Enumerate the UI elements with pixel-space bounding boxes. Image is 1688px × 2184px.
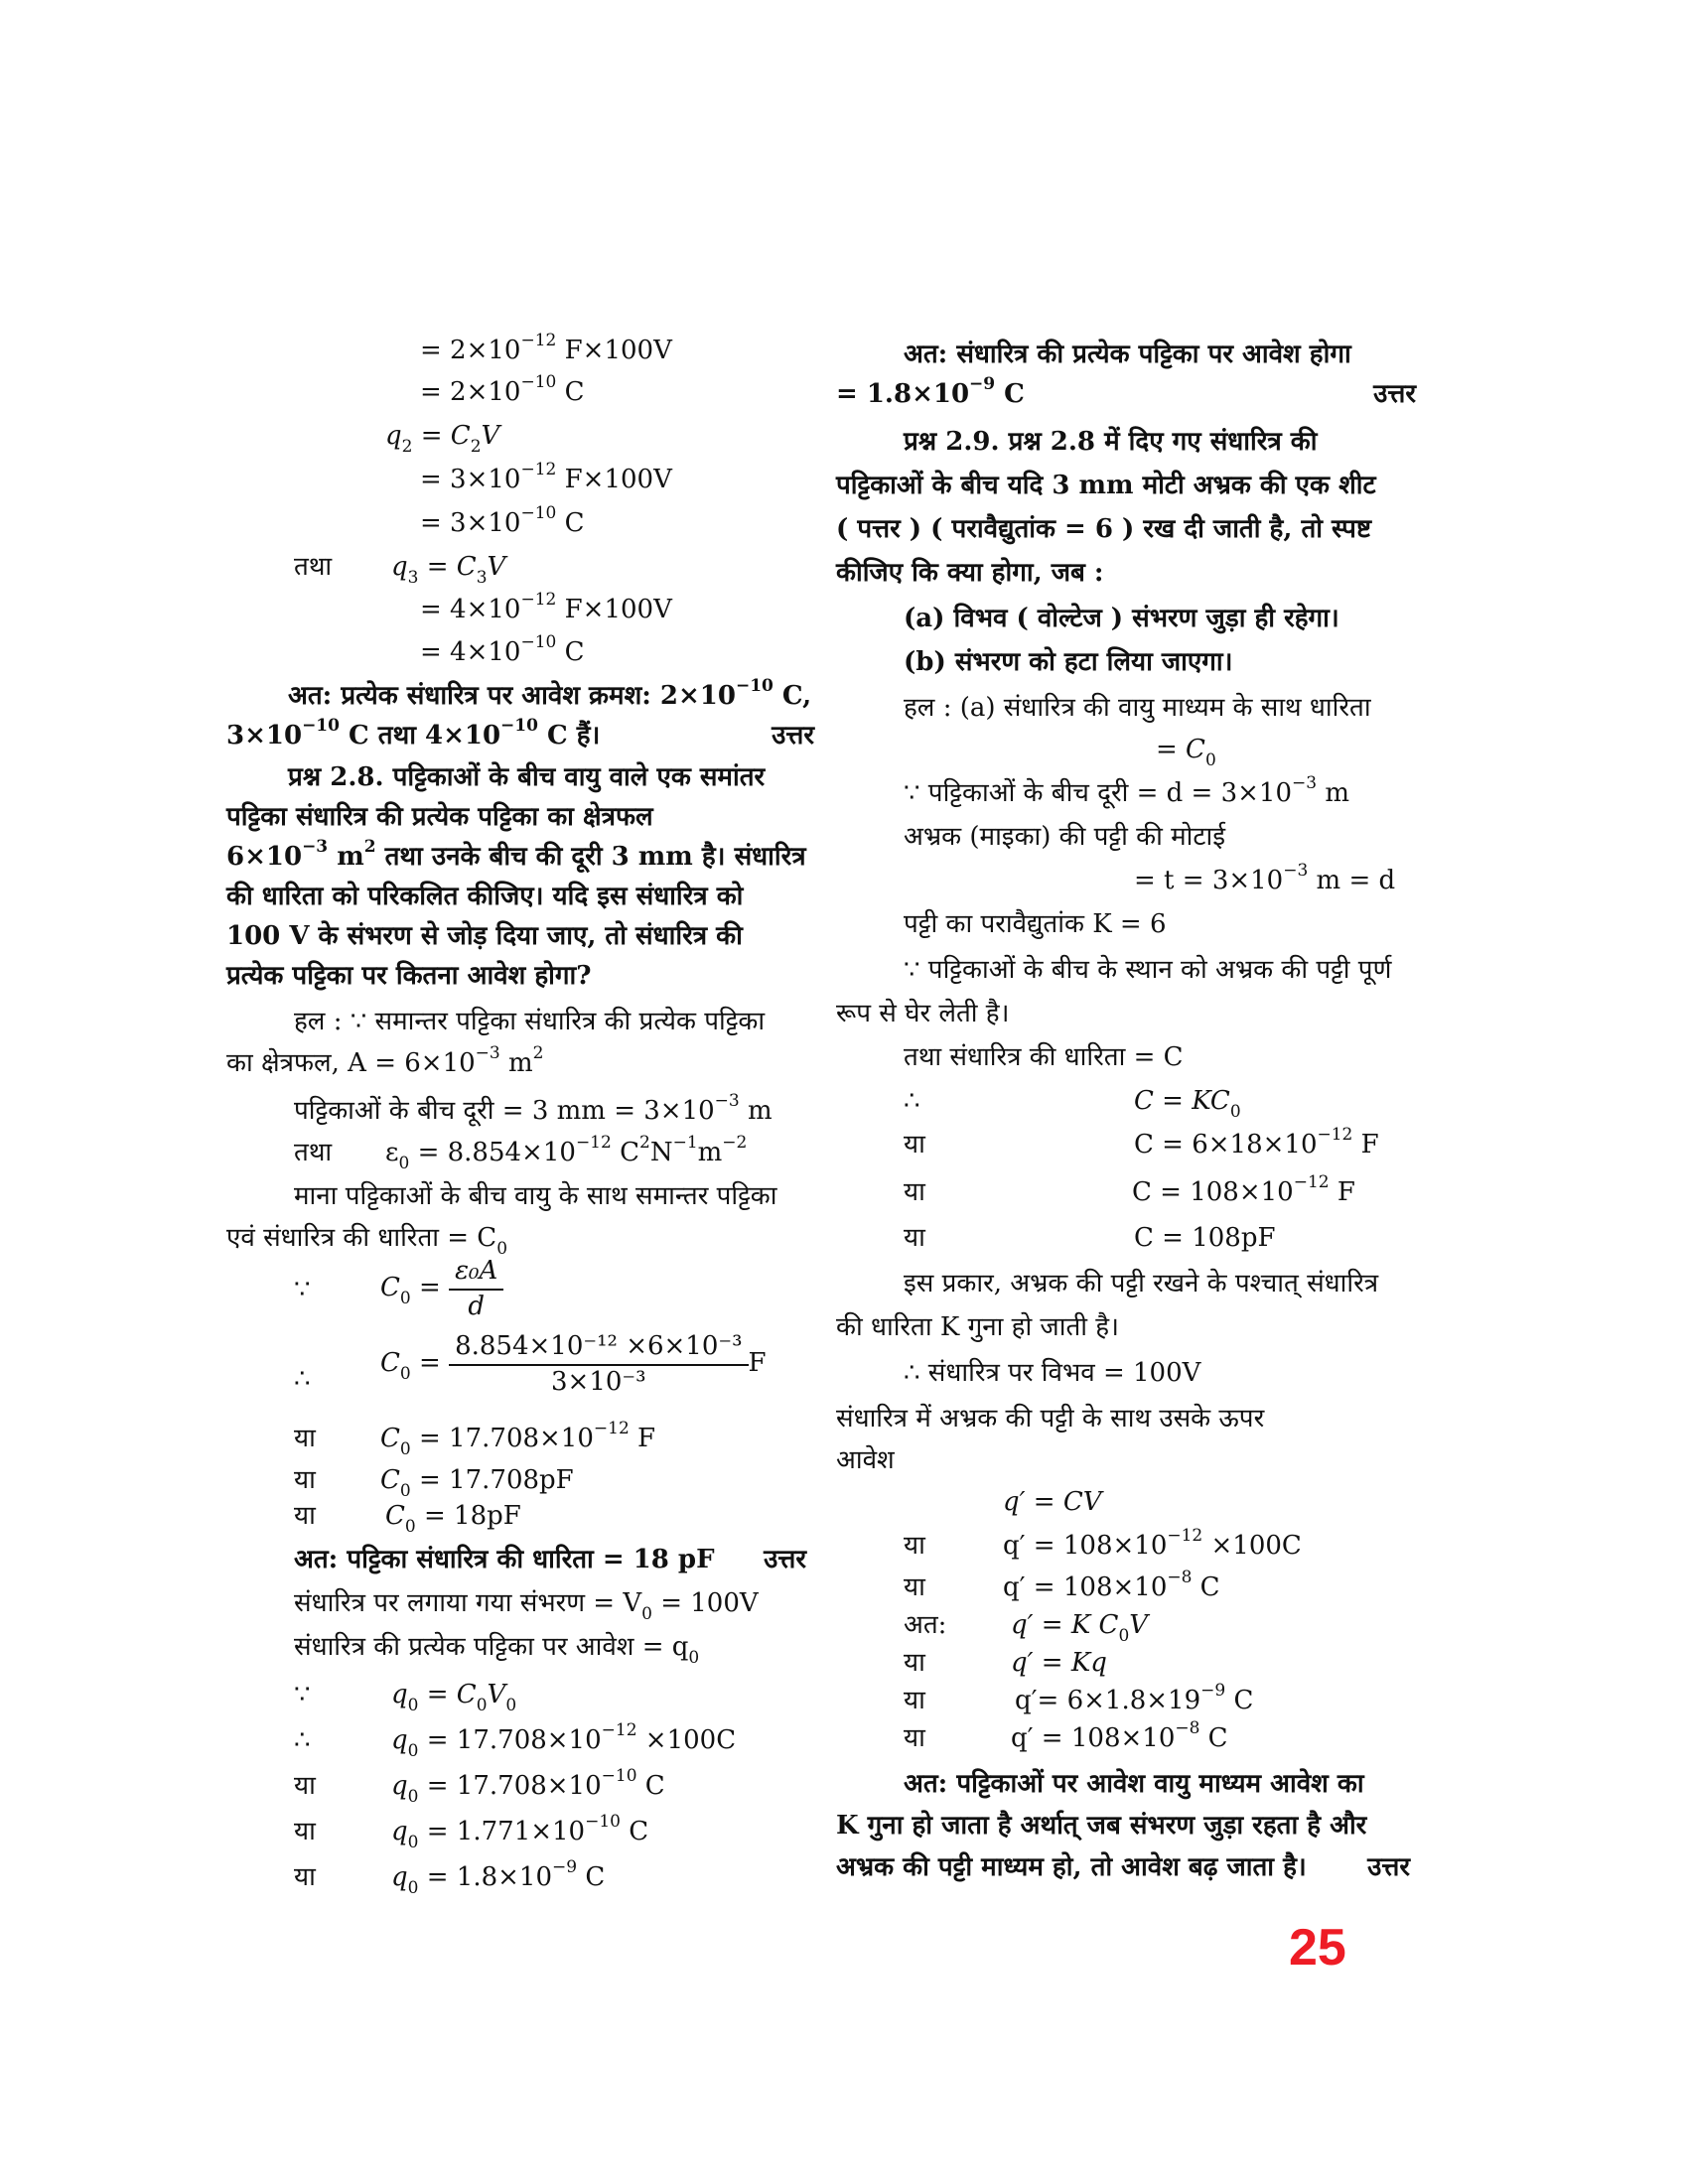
result-line: अभ्रक की पट्टी माध्यम हो, तो आवेश बढ़ जाता है। उत्तर (836, 1852, 1410, 1882)
result-line: K गुना हो जाता है अर्थात् जब संभरण जुड़ा रहता है और (836, 1811, 1367, 1841)
answer-label: उत्तर (764, 1545, 806, 1574)
because-symbol: ∵ (294, 1275, 311, 1304)
equation-label: या (294, 1862, 316, 1892)
equation-line: q′ = Kq (1011, 1648, 1107, 1678)
result-line: $3\times 10^{-10}$ C तथा $4\times 10^{-10}$ C हैं। उत्तर (226, 716, 814, 751)
equation-line: $q_0 = 1.8\times 10^{-9}$ C (391, 1857, 606, 1899)
therefore-symbol: ∴ (904, 1086, 920, 1116)
equation-line: $C_0 = 18pF$ (385, 1501, 521, 1538)
solution-text: रूप से घेर लेती है। (836, 999, 1010, 1028)
solution-text: संधारित्र की प्रत्येक पट्टिका पर आवेश = $q_0$ (294, 1632, 700, 1669)
solution-text: संधारित्र पर लगाया गया संभरण = $V_0 = 100V$ (294, 1588, 759, 1625)
question-text: 100 V के संभरण से जोड़ दिया जाए, तो संधारित्र की (226, 921, 743, 951)
equation-line: $q_0 = 1.771\times 10^{-10}$ C (391, 1812, 649, 1853)
equation-line: $C_0 = 17.708pF$ (380, 1465, 574, 1502)
question-text: $6\times 10^{-3}$ $m^2$ तथा उनके बीच की दूरी 3 mm है। संधारित्र (226, 837, 806, 872)
solution-text: पट्टिकाओं के बीच दूरी = 3 mm = $3\times 10^{-3}$ m (294, 1091, 773, 1126)
equation-line: = $3\times 10^{-12}$ F×100V (420, 460, 672, 494)
equation-label: या (294, 1501, 316, 1531)
equation-line: $C_0 = 17.708\times 10^{-12}$ F (380, 1419, 656, 1460)
fraction-equation: $C_0$ = $\frac{\text{ε₀A}}{d}$ (380, 1255, 503, 1322)
equation-label: या (904, 1223, 925, 1253)
equation-label: तथा (294, 1138, 333, 1167)
therefore-symbol: ∴ (294, 1364, 311, 1394)
equation-label: या (904, 1130, 925, 1160)
equation-line: q′ = K $C_0V$ (1011, 1610, 1149, 1647)
solution-text: संधारित्र में अभ्रक की पट्टी के साथ उसके ऊपर (836, 1404, 1265, 1433)
solution-text: माना पट्टिकाओं के बीच वायु के साथ समान्तर पट्टिका (294, 1181, 777, 1211)
question-text: कीजिए कि क्या होगा, जब : (836, 558, 1104, 588)
fraction: $\frac{\text{8.854×10⁻¹² ×6×10⁻³}}{\text{3×10⁻³}}$ (449, 1330, 748, 1398)
solution-text: पट्टी का परावैद्युतांक K = 6 (904, 909, 1167, 939)
page-number: 25 (1289, 1919, 1346, 1977)
equation-line: $q_3 = C_3V$ (391, 552, 506, 589)
result-line: अत: प्रत्येक संधारित्र पर आवेश क्रमश: $2\times 10^{-10}$ C, (288, 676, 812, 711)
equation-line: $C = 6\times 18\times 10^{-12}$ F (1134, 1125, 1379, 1160)
solution-text: अभ्रक (माइका) की पट्टी की मोटाई (904, 822, 1225, 852)
solution-text: ∴ संधारित्र पर विभव = 100V (904, 1358, 1201, 1388)
question-part: (b) संभरण को हटा लिया जाएगा। (904, 647, 1233, 677)
solution-text: हल : ∵ समान्तर पट्टिका संधारित्र की प्रत्येक पट्टिका (294, 1007, 766, 1036)
equation-line: $C = KC_0$ (1134, 1086, 1241, 1123)
answer-label: उत्तर (772, 721, 814, 751)
solution-text: एवं संधारित्र की धारिता = $C_0$ (226, 1223, 508, 1260)
equation-label: या (904, 1572, 925, 1602)
equation-line: $q' = 108\times 10^{-8}$ C (1011, 1718, 1228, 1753)
equation-line: $C = 108\times 10^{-12}$ F (1132, 1172, 1355, 1207)
equation-label: या (294, 1465, 316, 1495)
therefore-symbol: ∴ (294, 1725, 311, 1755)
answer-label: उत्तर (1367, 1852, 1410, 1882)
fraction-equation: $C_0$ = $\frac{\text{8.854×10⁻¹² ×6×10⁻³}}{\text{3×10⁻³}}$ F (380, 1331, 767, 1397)
equation-line: = $3\times 10^{-10}$ C (420, 503, 585, 538)
equation-line: $\varepsilon_0 = 8.854\times 10^{-12}$ $C^2N^{-1}m^{-2}$ (385, 1133, 748, 1174)
equation-label: या (904, 1686, 925, 1715)
equation-line: = $t = 3\times 10^{-3}$ m = d (1134, 861, 1396, 895)
result-line: = $1.8\times 10^{-9}$ C उत्तर (836, 374, 1416, 409)
solution-text: का क्षेत्रफल, $A = 6\times 10^{-3}$ $m^2$ (226, 1043, 544, 1078)
equation-label: तथा (294, 552, 333, 582)
question-text: पट्टिका संधारित्र की प्रत्येक पट्टिका का क्षेत्रफल (226, 802, 653, 832)
question-text: की धारिता को परिकलित कीजिए। यदि इस संधारित्र को (226, 882, 744, 911)
solution-text: ∵ पट्टिकाओं के बीच दूरी = $d = 3\times 10^{-3}$ m (904, 773, 1349, 808)
question-heading: प्रश्न 2.8. पट्टिकाओं के बीच वायु वाले एक समांतर (288, 762, 766, 792)
equation-line: $q'= 6\times 1.8\times 19^{-9}$ C (1015, 1681, 1254, 1715)
solution-text: इस प्रकार, अभ्रक की पट्टी रखने के पश्चात् संधारित्र (904, 1269, 1379, 1298)
question-text: पट्टिकाओं के बीच यदि 3 mm मोटी अभ्रक की एक शीट (836, 471, 1376, 500)
result-line: अत: पट्टिका संधारित्र की धारिता = 18 pF उत्तर (294, 1545, 806, 1574)
result-line: अत: पट्टिकाओं पर आवेश वायु माध्यम आवेश का (904, 1769, 1364, 1799)
equation-line: = $C_0$ (1156, 735, 1216, 771)
solution-text: आवेश (836, 1445, 895, 1475)
answer-label: उत्तर (1373, 379, 1416, 409)
equation-line: $q' = 108\times 10^{-12} \times 100C$ (1003, 1526, 1302, 1561)
equation-label: या (294, 1424, 316, 1453)
equation-label: या (904, 1723, 925, 1753)
equation-line: q′ = CV (1003, 1487, 1102, 1517)
question-text: ( पत्तर ) ( परावैद्युतांक = 6 ) रख दी जाती है, तो स्पष्ट (836, 514, 1372, 544)
equation-label: या (294, 1817, 316, 1846)
equation-line: $q_0 = C_0V_0$ (391, 1680, 517, 1716)
question-text: प्रत्येक पट्टिका पर कितना आवेश होगा? (226, 961, 592, 991)
solution-text: तथा संधारित्र की धारिता = C (904, 1042, 1184, 1072)
result-line: अत: संधारित्र की प्रत्येक पट्टिका पर आवेश होगा (904, 340, 1351, 369)
equation-label: या (294, 1771, 316, 1801)
equation-line: = $4\times 10^{-12}$ F×100V (420, 590, 672, 624)
fraction: $\frac{\text{ε₀A}}{d}$ (449, 1255, 503, 1322)
equation-line: $q' = 108\times 10^{-8}$ C (1003, 1568, 1220, 1602)
equation-line: = $2\times 10^{-10}$ C (420, 372, 585, 407)
equation-line: = $2\times 10^{-12}$ F×100V (420, 331, 672, 365)
equation-label: या (904, 1177, 925, 1207)
equation-label: अत: (904, 1610, 947, 1640)
equation-line: $q_0 = 17.708\times 10^{-10}$ C (391, 1766, 665, 1808)
solution-text: की धारिता K गुना हो जाती है। (836, 1312, 1119, 1342)
equation-line: C = 108pF (1134, 1223, 1276, 1253)
question-part: (a) विभव ( वोल्टेज ) संभरण जुड़ा ही रहेगा। (904, 604, 1339, 633)
equation-label: या (904, 1531, 925, 1561)
solution-text: हल : (a) संधारित्र की वायु माध्यम के साथ धारिता (904, 693, 1371, 723)
because-symbol: ∵ (294, 1680, 311, 1709)
equation-line: $q_2 = C_2V$ (385, 421, 500, 458)
equation-line: = $4\times 10^{-10}$ C (420, 632, 585, 667)
solution-text: ∵ पट्टिकाओं के बीच के स्थान को अभ्रक की पट्टी पूर्ण (904, 955, 1392, 985)
question-heading: प्रश्न 2.9. प्रश्न 2.8 में दिए गए संधारित्र की (904, 427, 1318, 457)
equation-line: $q_0 = 17.708\times 10^{-12} \times 100C$ (391, 1720, 737, 1762)
equation-label: या (904, 1648, 925, 1678)
